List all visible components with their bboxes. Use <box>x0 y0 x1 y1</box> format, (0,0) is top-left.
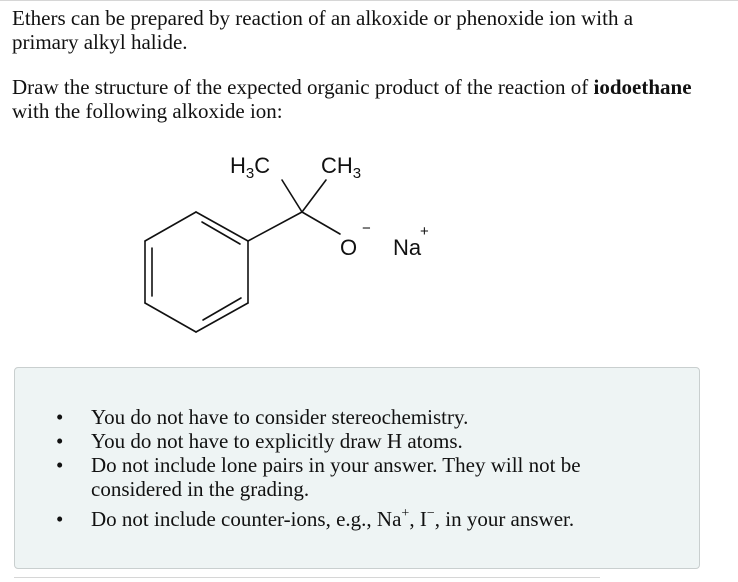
ring-to-carbon-bond <box>248 212 302 241</box>
methyl-left-label: $H_3C$ <box>230 153 271 182</box>
intro-text: Ethers can be prepared by reaction of an alkoxide or phenoxide ion with a primary alkyl halide. <box>12 6 634 54</box>
instruction-item <box>56 453 656 501</box>
instruction-text: You do not have to explicitly draw H atoms. <box>91 429 463 453</box>
benzene-ring <box>145 212 248 332</box>
bullet-icon: • <box>56 507 64 531</box>
bottom-divider <box>14 577 600 578</box>
question-text-before: Draw the structure of the expected organic product of the reaction of <box>12 75 594 99</box>
instruction-text: Do not include lone pairs in your answer. They will not be considered in the grading. <box>91 453 581 501</box>
instruction-item <box>56 429 656 453</box>
instructions-list <box>56 405 656 531</box>
left-methyl-bond <box>282 180 302 212</box>
instruction-item <box>56 506 656 531</box>
reagent-name: iodoethane <box>593 75 692 99</box>
ring-bond <box>196 212 248 241</box>
substituent-bonds <box>248 180 340 241</box>
right-methyl-bond <box>302 180 326 212</box>
methyl-right-label: $CH_3$ <box>321 153 362 182</box>
carbon-oxygen-bond <box>302 212 340 234</box>
oxygen-charge: − <box>362 220 371 237</box>
sodium-ion-charge: + <box>401 506 410 521</box>
question-text-after: with the following alkoxide ion: <box>12 99 283 123</box>
sodium-label: Na <box>393 235 422 260</box>
bullet-icon: • <box>56 453 64 477</box>
bullet-icon: • <box>56 429 64 453</box>
iodide-ion-charge: − <box>426 506 435 521</box>
bullet-icon: • <box>56 405 64 429</box>
ring-bond <box>145 212 196 241</box>
ring-bond <box>145 303 196 332</box>
ring-bond <box>196 303 248 332</box>
oxygen-label: O <box>340 235 358 260</box>
sodium-charge: + <box>420 223 429 240</box>
instruction-text: You do not have to consider stereochemistry. <box>91 405 469 429</box>
instruction-item <box>56 405 656 429</box>
instruction-text-counter-ions: Do not include counter-ions, e.g., Na+, I−, in your answer. <box>91 506 575 531</box>
